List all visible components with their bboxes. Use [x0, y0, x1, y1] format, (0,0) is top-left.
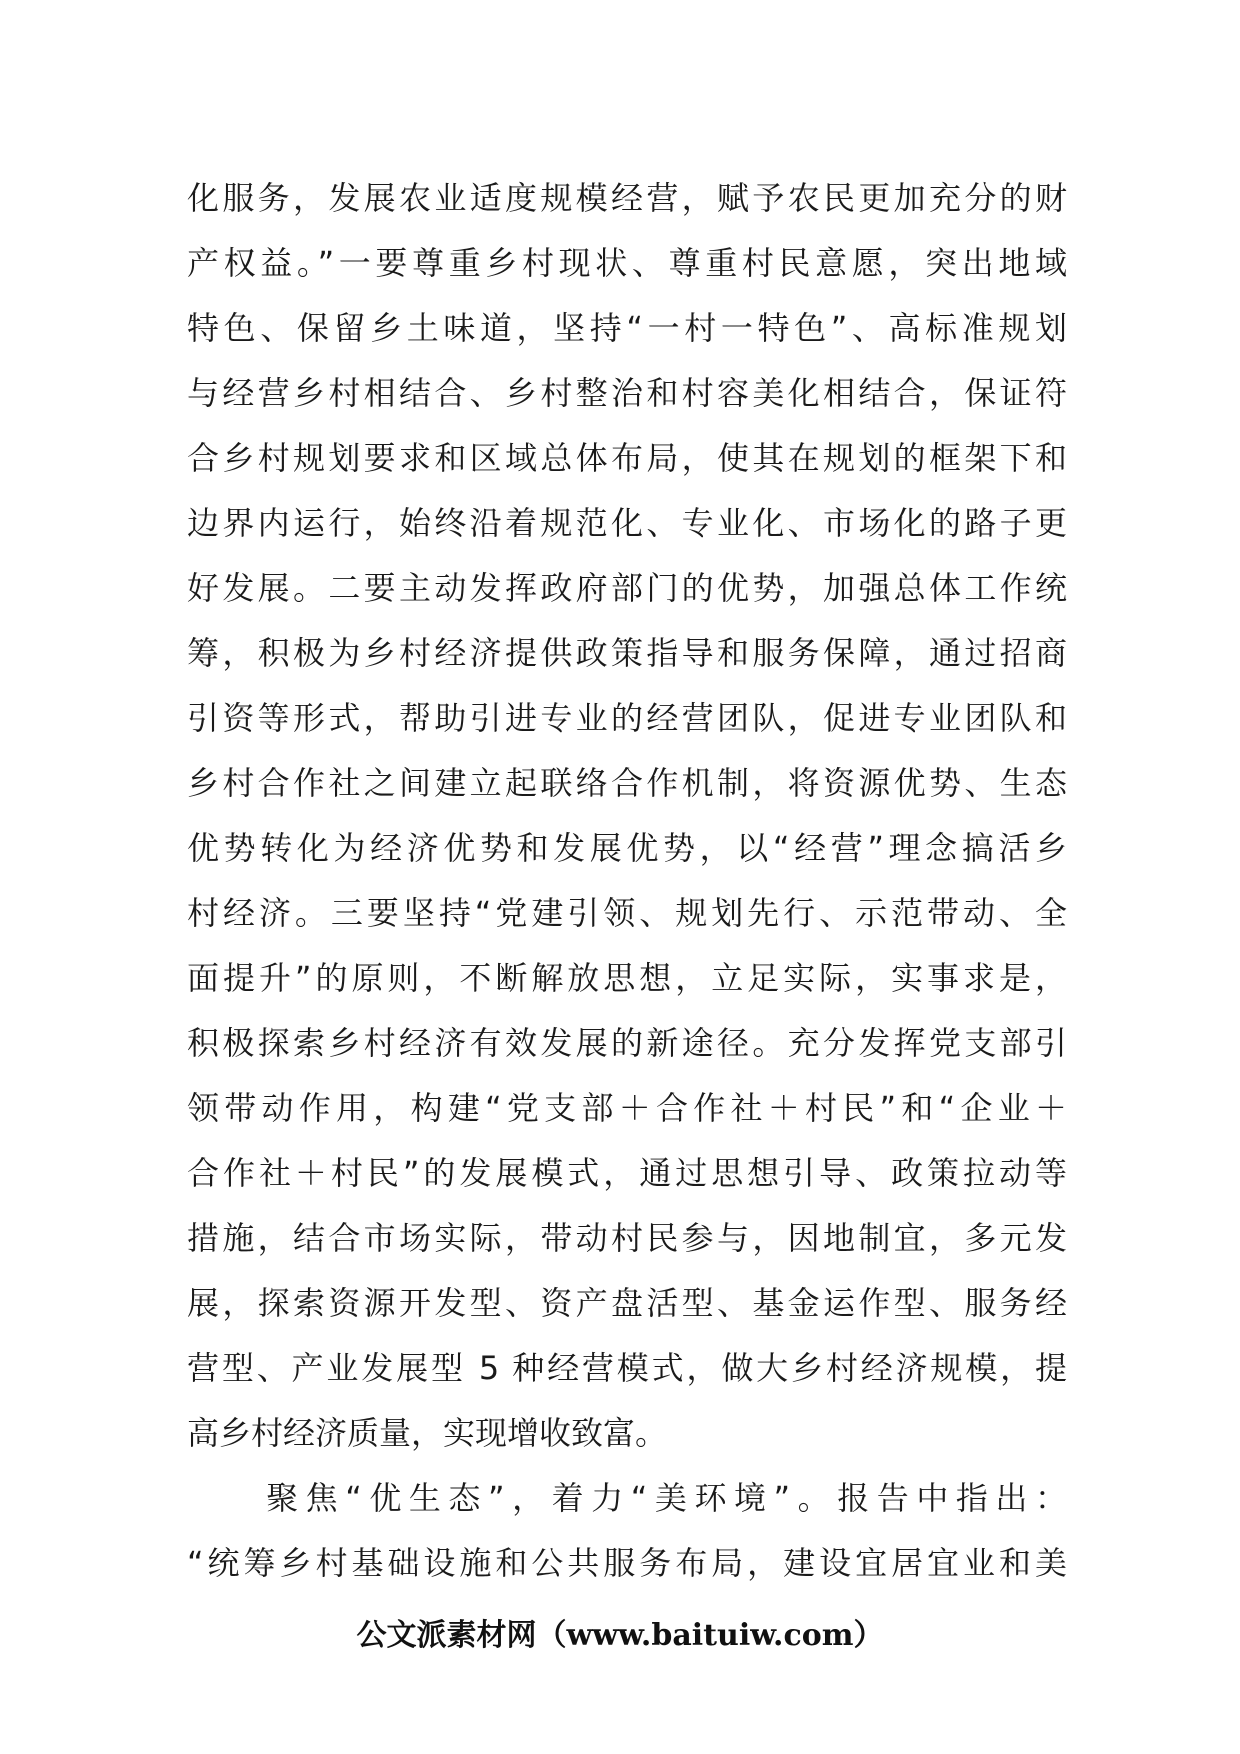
- text-line: 边界内运行，始终沿着规范化、专业化、市场化的路子更: [187, 504, 1067, 542]
- text-line: 展，探索资源开发型、资产盘活型、基金运作型、服务经: [187, 1284, 1067, 1322]
- text-line: 村经济。三要坚持“党建引领、规划先行、示范带动、全: [187, 894, 1067, 932]
- text-line: 引资等形式，帮助引进专业的经营团队，促进专业团队和: [187, 699, 1067, 737]
- text-line: 特色、保留乡土味道，坚持“一村一特色”、高标准规划: [187, 309, 1067, 347]
- body-text: [187, 166, 1067, 1596]
- text-line: “统筹乡村基础设施和公共服务布局，建设宜居宜业和美: [187, 1544, 1067, 1582]
- text-line: 优势转化为经济优势和发展优势，以“经营”理念搞活乡: [187, 829, 1067, 867]
- text-line: 措施，结合市场实际，带动村民参与，因地制宜，多元发: [187, 1219, 1067, 1257]
- text-line: 好发展。二要主动发挥政府部门的优势，加强总体工作统: [187, 569, 1067, 607]
- text-line: 乡村合作社之间建立起联络合作机制，将资源优势、生态: [187, 764, 1067, 802]
- text-line: 化服务，发展农业适度规模经营，赋予农民更加充分的财: [187, 179, 1067, 217]
- footer-watermark: 公文派素材网（www.baituiw.com）: [356, 1618, 884, 1653]
- text-line: 筹，积极为乡村经济提供政策指导和服务保障，通过招商: [187, 634, 1067, 672]
- text-line: 产权益。”一要尊重乡村现状、尊重村民意愿，突出地域: [187, 244, 1067, 282]
- text-line: 积极探索乡村经济有效发展的新途径。充分发挥党支部引: [187, 1024, 1067, 1062]
- text-line: 合作社＋村民”的发展模式，通过思想引导、政策拉动等: [187, 1154, 1067, 1192]
- text-line: 面提升”的原则，不断解放思想，立足实际，实事求是，: [187, 959, 1067, 997]
- text-line: 营型、产业发展型 5 种经营模式，做大乡村经济规模，提: [187, 1349, 1067, 1387]
- text-line: 领带动作用，构建“党支部＋合作社＋村民”和“企业＋: [187, 1089, 1067, 1127]
- text-line: 高乡村经济质量，实现增收致富。: [187, 1414, 668, 1452]
- text-line: 合乡村规划要求和区域总体布局，使其在规划的框架下和: [187, 439, 1067, 477]
- text-line: 聚焦“优生态”，着力“美环境”。报告中指出：: [187, 1479, 1067, 1517]
- text-line: 与经营乡村相结合、乡村整治和村容美化相结合，保证符: [187, 374, 1067, 412]
